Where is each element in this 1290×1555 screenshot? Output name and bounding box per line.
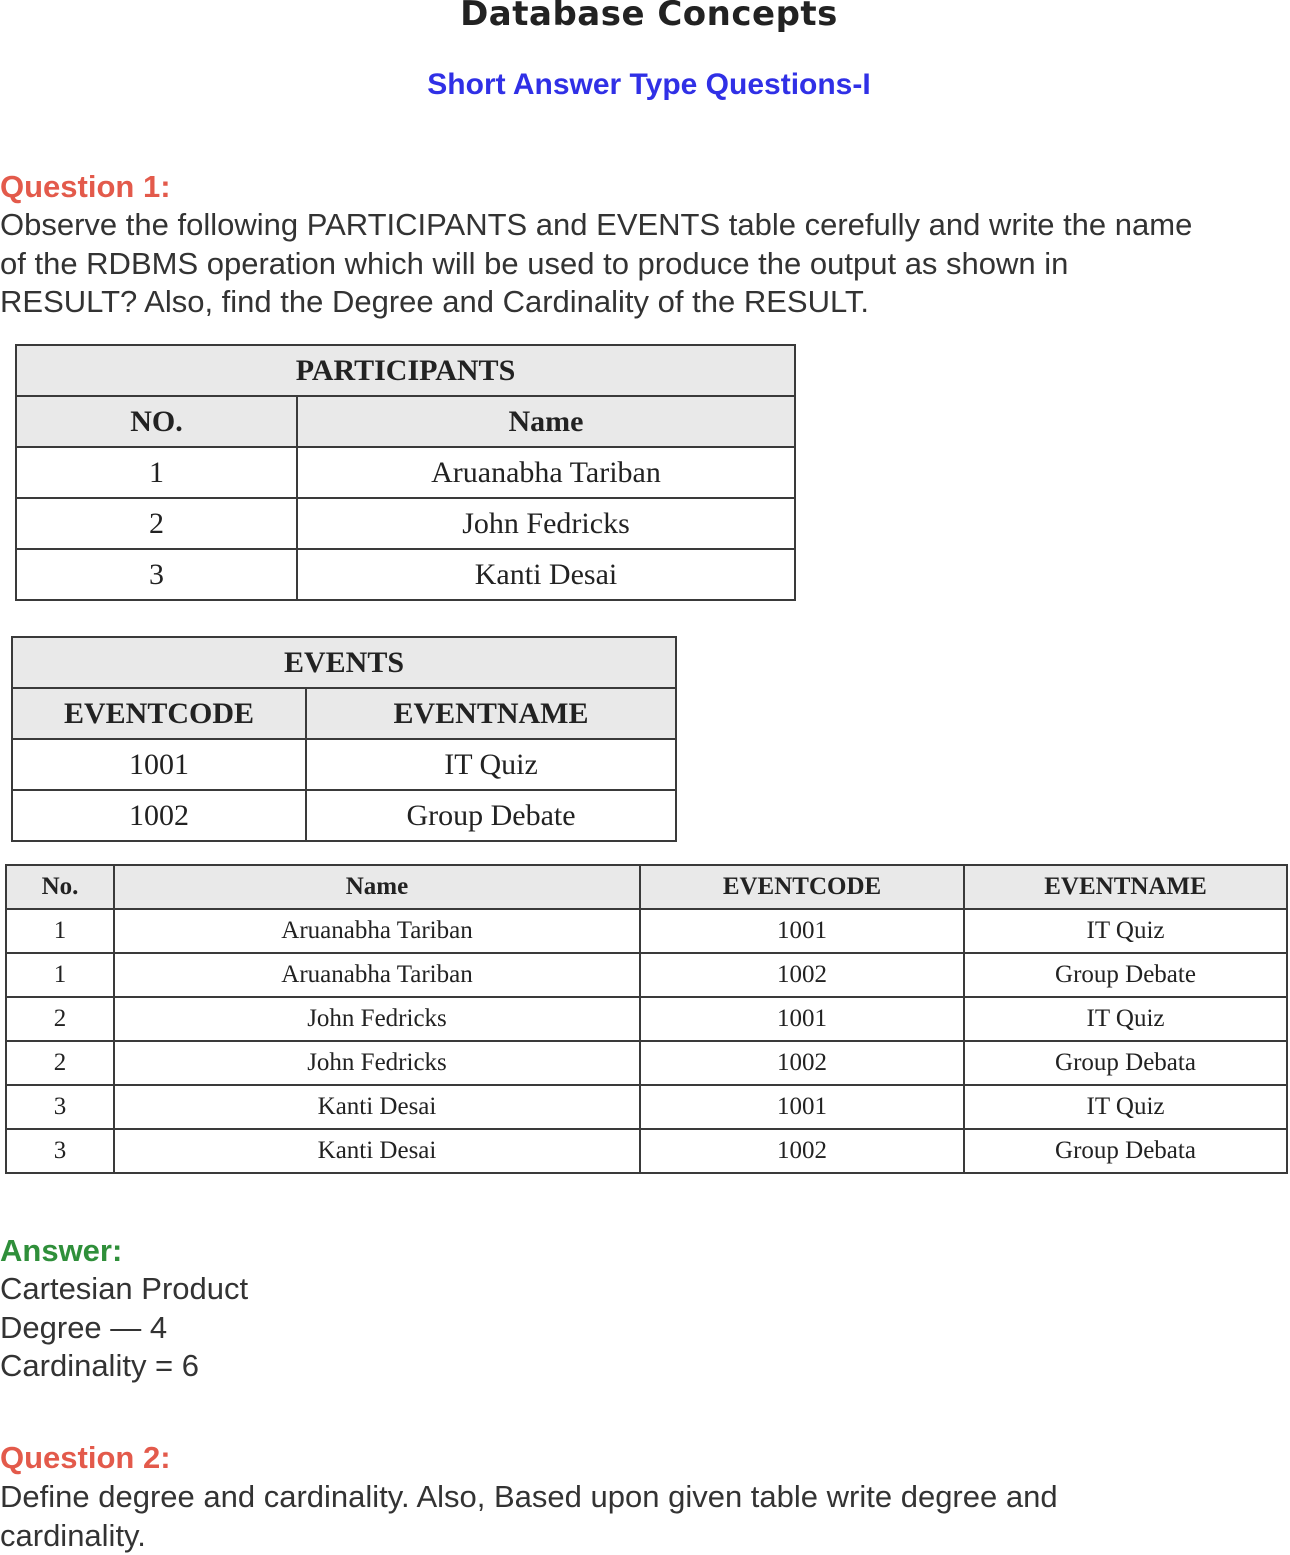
question-1-line: of the RDBMS operation which will be used to produce the output as shown in (0, 245, 1192, 284)
answer-1-text (0, 1270, 248, 1386)
table-cell: 1 (6, 909, 114, 953)
question-2-text (0, 1478, 1058, 1555)
column-header: NO. (16, 396, 297, 447)
table-row (16, 549, 795, 600)
page-title: Database Concepts (0, 0, 1290, 34)
table-row (6, 953, 1287, 997)
column-header: EVENTCODE (640, 865, 964, 909)
table-row (6, 1129, 1287, 1173)
question-1-line: RESULT? Also, find the Degree and Cardinality of the RESULT. (0, 283, 1192, 322)
table-cell: John Fedricks (297, 498, 795, 549)
table-cell: John Fedricks (114, 1041, 640, 1085)
participants-table-title: PARTICIPANTS (16, 345, 795, 396)
events-table-title: EVENTS (12, 637, 676, 688)
column-header: EVENTNAME (964, 865, 1287, 909)
column-header: No. (6, 865, 114, 909)
table-cell: Kanti Desai (297, 549, 795, 600)
answer-line: Degree — 4 (0, 1309, 248, 1348)
question-1-text (0, 206, 1192, 322)
answer-line: Cardinality = 6 (0, 1347, 248, 1386)
table-cell: 1 (6, 953, 114, 997)
table-cell: Group Debata (964, 1129, 1287, 1173)
table-cell: 2 (6, 997, 114, 1041)
table-row (6, 1041, 1287, 1085)
table-cell: 1001 (640, 997, 964, 1041)
answer-1-label: Answer: (0, 1233, 122, 1269)
table-cell: Aruanabha Tariban (297, 447, 795, 498)
table-row (6, 997, 1287, 1041)
table-cell: Group Debate (964, 953, 1287, 997)
table-cell: 1002 (640, 953, 964, 997)
table-cell: 1001 (12, 739, 306, 790)
result-table (5, 864, 1288, 1174)
table-cell: John Fedricks (114, 997, 640, 1041)
question-1-line: Observe the following PARTICIPANTS and EVENTS table cerefully and write the name (0, 206, 1192, 245)
column-header: EVENTNAME (306, 688, 676, 739)
question-2-line: Define degree and cardinality. Also, Based upon given table write degree and (0, 1478, 1058, 1517)
table-cell: 2 (16, 498, 297, 549)
table-cell: 1001 (640, 909, 964, 953)
table-cell: IT Quiz (306, 739, 676, 790)
table-row (6, 1085, 1287, 1129)
table-cell: Kanti Desai (114, 1129, 640, 1173)
table-cell: Group Debata (964, 1041, 1287, 1085)
column-header: Name (114, 865, 640, 909)
table-cell: 1002 (640, 1129, 964, 1173)
table-cell: 3 (6, 1085, 114, 1129)
table-row (16, 447, 795, 498)
table-row (16, 498, 795, 549)
table-cell: IT Quiz (964, 909, 1287, 953)
table-cell: 3 (16, 549, 297, 600)
table-cell: 2 (6, 1041, 114, 1085)
table-row (6, 909, 1287, 953)
table-cell: 1002 (12, 790, 306, 841)
participants-table (15, 344, 796, 601)
table-cell: Group Debate (306, 790, 676, 841)
table-cell: 1001 (640, 1085, 964, 1129)
column-header: EVENTCODE (12, 688, 306, 739)
table-cell: IT Quiz (964, 997, 1287, 1041)
table-cell: 1002 (640, 1041, 964, 1085)
events-table (11, 636, 677, 842)
answer-line: Cartesian Product (0, 1270, 248, 1309)
table-cell: Aruanabha Tariban (114, 909, 640, 953)
table-cell: 1 (16, 447, 297, 498)
table-cell: Kanti Desai (114, 1085, 640, 1129)
question-2-label: Question 2: (0, 1440, 171, 1476)
column-header: Name (297, 396, 795, 447)
table-row (12, 790, 676, 841)
table-cell: Aruanabha Tariban (114, 953, 640, 997)
section-title: Short Answer Type Questions-I (0, 68, 1290, 102)
table-row (12, 739, 676, 790)
table-cell: 3 (6, 1129, 114, 1173)
question-1-label: Question 1: (0, 169, 171, 205)
question-2-line: cardinality. (0, 1517, 1058, 1555)
table-cell: IT Quiz (964, 1085, 1287, 1129)
